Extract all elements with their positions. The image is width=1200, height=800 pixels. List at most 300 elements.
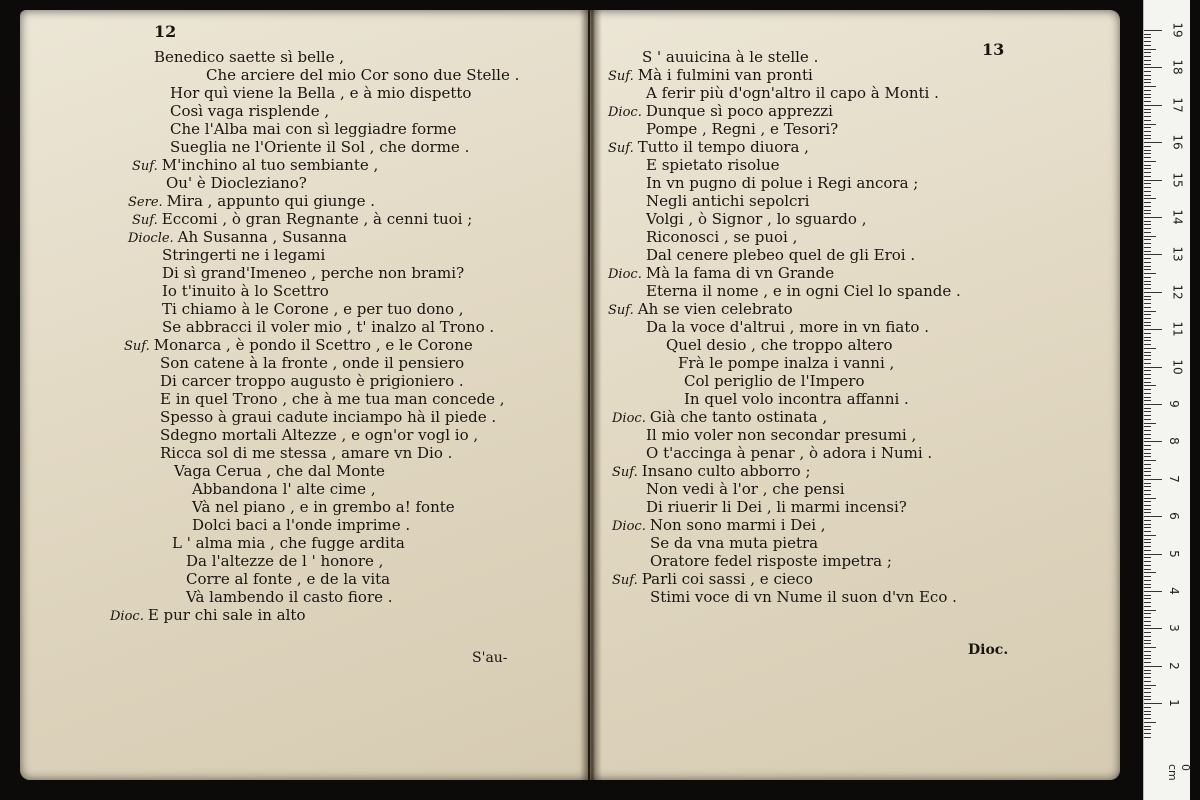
- right-page-line: [608, 300, 793, 320]
- verse-text: L ' alma mia , che fugge ardita: [172, 534, 405, 552]
- left-page-line: [162, 318, 494, 336]
- ruler-tick: [1144, 318, 1151, 319]
- verse-text: Che l'Alba mai con sì leggiadre forme: [170, 120, 457, 138]
- ruler-tick: [1144, 483, 1151, 484]
- left-page-line: [132, 210, 472, 230]
- left-page-line: [172, 534, 405, 552]
- ruler-tick: [1144, 329, 1162, 330]
- verse-text: Volgi , ò Signor , lo sguardo ,: [646, 210, 867, 228]
- speaker-label: Dioc.: [612, 519, 646, 534]
- ruler-number: 12: [1170, 284, 1185, 300]
- verse-text: Eccomi , ò gran Regnante , à cenni tuoi ;: [161, 210, 473, 228]
- verse-text: Da la voce d'altrui , more in vn fiato .: [646, 318, 929, 336]
- ruler-tick: [1144, 187, 1151, 188]
- ruler-tick: [1144, 355, 1151, 356]
- ruler-tick: [1144, 636, 1151, 637]
- ruler-tick: [1144, 75, 1151, 76]
- right-page-line: [646, 84, 939, 102]
- ruler-tick: [1144, 307, 1151, 308]
- ruler-tick: [1144, 101, 1151, 102]
- ruler-tick: [1144, 685, 1156, 686]
- ruler-tick: [1144, 580, 1151, 581]
- left-page-line: [166, 174, 307, 192]
- ruler-tick: [1144, 52, 1151, 53]
- ruler-tick: [1144, 131, 1151, 132]
- ruler-tick: [1144, 239, 1151, 240]
- verse-text: Frà le pompe inalza i vanni ,: [678, 354, 895, 372]
- ruler-tick: [1144, 591, 1162, 592]
- ruler-tick: [1144, 228, 1151, 229]
- ruler-tick: [1144, 195, 1151, 196]
- speaker-label: Dioc.: [110, 609, 144, 624]
- ruler-tick: [1144, 363, 1151, 364]
- ruler-tick: [1144, 359, 1151, 360]
- ruler-number: 3: [1166, 624, 1181, 633]
- speaker-label: Dioc.: [608, 267, 642, 282]
- ruler-tick: [1144, 269, 1151, 270]
- ruler-tick: [1144, 516, 1162, 517]
- ruler-tick: [1144, 284, 1151, 285]
- ruler-tick: [1144, 662, 1151, 663]
- verse-text: Tutto il tempo diuora ,: [637, 138, 809, 156]
- right-page-line: [646, 444, 932, 462]
- verse-text: Mà i fulmini van pronti: [637, 66, 813, 84]
- ruler-tick: [1144, 142, 1162, 143]
- ruler-number: 6: [1166, 512, 1181, 521]
- ruler-tick: [1144, 408, 1151, 409]
- ruler-tick: [1144, 344, 1151, 345]
- ruler-tick: [1144, 602, 1151, 603]
- ruler-tick: [1144, 210, 1151, 211]
- ruler-number: 2: [1166, 661, 1181, 670]
- ruler-tick: [1144, 378, 1151, 379]
- ruler-tick: [1144, 621, 1151, 622]
- ruler-tick: [1144, 479, 1162, 480]
- right-page-line: [684, 372, 865, 390]
- left-page-line: [160, 426, 478, 444]
- verse-text: Dal cenere plebeo quel de gli Eroi .: [646, 246, 916, 264]
- ruler-tick: [1144, 135, 1151, 136]
- ruler-tick: [1144, 572, 1156, 573]
- verse-text: Ou' è Diocleziano?: [166, 174, 307, 192]
- speaker-label: Suf.: [608, 141, 634, 156]
- ruler-tick: [1144, 49, 1156, 50]
- ruler-tick: [1144, 120, 1151, 121]
- ruler-tick: [1144, 729, 1151, 730]
- left-page-line: [162, 246, 325, 264]
- ruler-tick: [1144, 539, 1151, 540]
- page-number-left: 12: [154, 22, 177, 41]
- verse-text: Ah Susanna , Susanna: [177, 228, 347, 246]
- verse-text: Di sì grand'Imeneo , perche non brami?: [162, 264, 465, 282]
- left-page-line: [192, 516, 410, 534]
- ruler-tick: [1144, 542, 1151, 543]
- ruler-tick: [1144, 456, 1151, 457]
- ruler-tick: [1144, 453, 1151, 454]
- ruler-tick: [1144, 150, 1151, 151]
- ruler-tick: [1144, 688, 1151, 689]
- ruler-tick: [1144, 696, 1151, 697]
- ruler-tick: [1144, 438, 1151, 439]
- ruler-tick: [1144, 266, 1151, 267]
- ruler-number: 10: [1170, 358, 1185, 375]
- verse-text: Da l'altezze de l ' honore ,: [186, 552, 384, 570]
- verse-text: Spesso à graui cadute inciampo hà il piede .: [160, 408, 497, 426]
- right-page-line: [646, 174, 918, 192]
- ruler-tick: [1144, 475, 1151, 476]
- ruler-tick: [1144, 168, 1151, 169]
- ruler-tick: [1144, 254, 1162, 255]
- right-page-line: [608, 264, 834, 284]
- verse-text: Parli coi sassi , e cieco: [641, 570, 813, 588]
- right-page: [590, 10, 1120, 780]
- ruler-tick: [1144, 464, 1151, 465]
- verse-text: M'inchino al tuo sembiante ,: [161, 156, 379, 174]
- ruler-tick: [1144, 666, 1162, 667]
- ruler-tick: [1144, 45, 1151, 46]
- verse-text: Và lambendo il casto fiore .: [186, 588, 393, 606]
- ruler-tick: [1144, 505, 1151, 506]
- ruler-tick: [1144, 411, 1151, 412]
- left-page-line: [160, 390, 505, 408]
- left-page-line: [170, 102, 329, 120]
- ruler-tick: [1144, 292, 1162, 293]
- verse-text: O t'accinga à penar , ò adora i Numi .: [646, 444, 933, 462]
- ruler-tick: [1144, 30, 1162, 31]
- ruler-tick: [1144, 176, 1151, 177]
- right-page-line: [608, 66, 813, 86]
- ruler-tick: [1144, 352, 1151, 353]
- ruler-tick: [1144, 202, 1151, 203]
- verse-text: Riconosci , se puoi ,: [646, 228, 798, 246]
- right-page-line: [678, 354, 894, 372]
- left-page-line: [160, 408, 496, 426]
- ruler-tick: [1144, 632, 1151, 633]
- verse-text: Se abbracci il voler mio , t' inalzo al Trono .: [162, 318, 495, 336]
- book-gutter: [580, 10, 602, 780]
- ruler-tick: [1144, 288, 1151, 289]
- verse-text: Stringerti ne i legami: [162, 246, 326, 264]
- verse-text: Sueglia ne l'Oriente il Sol , che dorme .: [170, 138, 470, 156]
- ruler-tick: [1144, 116, 1151, 117]
- ruler-tick: [1144, 471, 1151, 472]
- ruler-tick: [1144, 460, 1156, 461]
- ruler-number: 18: [1170, 59, 1185, 76]
- ruler-tick: [1144, 273, 1156, 274]
- verse-text: Mà la fama di vn Grande: [645, 264, 835, 282]
- ruler-tick: [1144, 79, 1151, 80]
- ruler-tick: [1144, 718, 1151, 719]
- ruler-tick: [1144, 554, 1162, 555]
- ruler-tick: [1144, 172, 1151, 173]
- ruler-tick: [1144, 647, 1156, 648]
- ruler-unit-label: 0 cm: [1166, 764, 1192, 781]
- ruler-tick: [1144, 400, 1151, 401]
- ruler-tick: [1144, 613, 1151, 614]
- ruler-tick: [1144, 109, 1151, 110]
- ruler-tick: [1144, 643, 1151, 644]
- ruler-tick: [1144, 374, 1151, 375]
- verse-text: Non vedi à l'or , che pensi: [646, 480, 845, 498]
- ruler-tick: [1144, 445, 1151, 446]
- verse-text: Col periglio de l'Impero: [684, 372, 865, 390]
- speaker-label: Suf.: [608, 69, 634, 84]
- right-page-line: [612, 408, 827, 428]
- ruler-tick: [1144, 105, 1162, 106]
- verse-text: Negli antichi sepolcri: [646, 192, 810, 210]
- ruler-tick: [1144, 112, 1151, 113]
- verse-text: Quel desio , che troppo altero: [666, 336, 893, 354]
- ruler-number: 7: [1166, 474, 1181, 483]
- ruler-number: 11: [1170, 321, 1185, 337]
- left-page-line: [170, 138, 469, 156]
- ruler-tick: [1144, 628, 1162, 629]
- ruler-tick: [1144, 557, 1151, 558]
- ruler-tick: [1144, 262, 1151, 263]
- verse-text: Sdegno mortali Altezze , e ogn'or vogl io ,: [160, 426, 479, 444]
- ruler-tick: [1144, 565, 1151, 566]
- left-page-line: [170, 120, 456, 138]
- left-page-line: [160, 444, 452, 462]
- ruler-tick: [1144, 625, 1151, 626]
- left-page-line: [206, 66, 519, 84]
- right-page-line: [646, 192, 809, 210]
- ruler-tick: [1144, 441, 1162, 442]
- ruler-tick: [1144, 37, 1151, 38]
- verse-text: Così vaga risplende ,: [170, 102, 330, 120]
- ruler-tick: [1144, 606, 1151, 607]
- ruler-tick: [1144, 722, 1156, 723]
- ruler-tick: [1144, 699, 1151, 700]
- ruler-tick: [1144, 367, 1162, 368]
- ruler-tick: [1144, 673, 1151, 674]
- ruler-tick: [1144, 681, 1151, 682]
- ruler-tick: [1144, 419, 1151, 420]
- right-page-line: [646, 156, 780, 174]
- ruler-tick: [1144, 34, 1151, 35]
- right-page-line: [646, 318, 929, 336]
- ruler-tick: [1144, 711, 1151, 712]
- verse-text: Se da vna muta pietra: [650, 534, 819, 552]
- ruler-tick: [1144, 258, 1151, 259]
- ruler-tick: [1144, 598, 1151, 599]
- left-page-line: [186, 570, 390, 588]
- verse-text: A ferir più d'ogn'altro il capo à Monti .: [646, 84, 939, 102]
- verse-text: Il mio voler non secondar presumi ,: [646, 426, 917, 444]
- left-page-line: [192, 480, 376, 498]
- verse-text: Che arciere del mio Cor sono due Stelle .: [206, 66, 520, 84]
- ruler-tick: [1144, 397, 1151, 398]
- ruler-tick: [1144, 382, 1151, 383]
- ruler-tick: [1144, 733, 1151, 734]
- ruler-tick: [1144, 737, 1151, 738]
- ruler-tick: [1144, 569, 1151, 570]
- ruler-tick: [1144, 449, 1151, 450]
- ruler-tick: [1144, 531, 1151, 532]
- ruler-tick: [1144, 221, 1151, 222]
- verse-text: Ah se vien celebrato: [637, 300, 793, 318]
- ruler-tick: [1144, 161, 1156, 162]
- ruler-tick: [1144, 213, 1151, 214]
- ruler-number: 17: [1170, 97, 1185, 113]
- ruler-tick: [1144, 86, 1156, 87]
- ruler-tick: [1144, 236, 1156, 237]
- verse-text: Stimi voce di vn Nume il suon d'vn Eco .: [650, 588, 957, 606]
- right-page-line: [646, 120, 838, 138]
- left-page-line: [128, 192, 375, 212]
- ruler-tick: [1144, 41, 1151, 42]
- verse-text: Và nel piano , e in grembo a! fonte: [192, 498, 455, 516]
- ruler-tick: [1144, 94, 1151, 95]
- verse-text: E in quel Trono , che à me tua man concede ,: [160, 390, 505, 408]
- ruler-tick: [1144, 415, 1151, 416]
- ruler-tick: [1144, 247, 1151, 248]
- right-page-line: [646, 426, 916, 444]
- ruler-tick: [1144, 692, 1151, 693]
- ruler-tick: [1144, 337, 1151, 338]
- verse-text: Son catene à la fronte , onde il pensiero: [160, 354, 465, 372]
- ruler-tick: [1144, 243, 1151, 244]
- verse-text: Vaga Cerua , che dal Monte: [174, 462, 385, 480]
- verse-text: Ti chiamo à le Corone , e per tuo dono ,: [162, 300, 464, 318]
- ruler-tick: [1144, 322, 1151, 323]
- left-page-line: [170, 84, 471, 102]
- ruler-tick: [1144, 426, 1151, 427]
- ruler-number: 15: [1170, 171, 1185, 188]
- ruler-tick: [1144, 640, 1151, 641]
- ruler-number: 8: [1166, 437, 1181, 446]
- verse-text: Dunque sì poco apprezzi: [645, 102, 833, 120]
- ruler-tick: [1144, 299, 1151, 300]
- ruler-tick: [1144, 434, 1151, 435]
- left-page-line: [154, 48, 344, 66]
- ruler-tick: [1144, 311, 1156, 312]
- verse-text: Benedico saette sì belle ,: [154, 48, 345, 66]
- ruler-tick: [1144, 561, 1151, 562]
- verse-text: Mira , appunto qui giunge .: [166, 192, 376, 210]
- left-page: [20, 10, 588, 780]
- right-page-line: [650, 534, 818, 552]
- verse-text: Non sono marmi i Dei ,: [649, 516, 826, 534]
- ruler-tick: [1144, 385, 1156, 386]
- right-page-line: [612, 570, 813, 590]
- measuring-ruler: [1143, 0, 1190, 800]
- right-page-line: [642, 48, 818, 66]
- speaker-label: Diocle.: [128, 231, 174, 246]
- ruler-tick: [1144, 677, 1151, 678]
- left-page-line: [124, 336, 473, 356]
- right-page-line: [612, 516, 826, 536]
- ruler-number: 14: [1170, 209, 1185, 225]
- ruler-tick: [1144, 468, 1151, 469]
- ruler-tick: [1144, 296, 1151, 297]
- verse-text: E pur chi sale in alto: [147, 606, 306, 624]
- ruler-tick: [1144, 370, 1151, 371]
- ruler-tick: [1144, 217, 1162, 218]
- ruler-tick: [1144, 393, 1151, 394]
- ruler-tick: [1144, 82, 1151, 83]
- ruler-tick: [1144, 232, 1151, 233]
- ruler-tick: [1144, 494, 1151, 495]
- right-page-line: [666, 336, 893, 354]
- verse-text: Eterna il nome , e in ogni Ciel lo spande .: [646, 282, 961, 300]
- ruler-tick: [1144, 153, 1151, 154]
- ruler-tick: [1144, 97, 1151, 98]
- ruler-tick: [1144, 576, 1151, 577]
- left-page-line: [128, 228, 347, 248]
- ruler-tick: [1144, 430, 1151, 431]
- speaker-label: Suf.: [612, 573, 638, 588]
- ruler-tick: [1144, 524, 1151, 525]
- ruler-tick: [1144, 512, 1151, 513]
- right-page-line: [646, 282, 961, 300]
- ruler-tick: [1144, 714, 1151, 715]
- verse-text: In vn pugno di polue i Regi ancora ;: [646, 174, 919, 192]
- left-page-line: [186, 552, 383, 570]
- open-book: [20, 10, 1120, 780]
- verse-text: Già che tanto ostinata ,: [649, 408, 828, 426]
- ruler-number: 9: [1166, 400, 1181, 408]
- ruler-tick: [1144, 303, 1151, 304]
- page-number-right: 13: [982, 40, 1005, 59]
- ruler-tick: [1144, 595, 1151, 596]
- speaker-label: Suf.: [612, 465, 638, 480]
- speaker-label: Suf.: [132, 213, 158, 228]
- speaker-label: Suf.: [132, 159, 158, 174]
- catchword-left: S'au-: [472, 650, 508, 666]
- ruler-number: 1: [1166, 699, 1181, 708]
- ruler-tick: [1144, 703, 1162, 704]
- ruler-tick: [1144, 404, 1162, 405]
- ruler-tick: [1144, 658, 1151, 659]
- left-page-line: [162, 264, 464, 282]
- ruler-tick: [1144, 146, 1151, 147]
- left-page-line: [160, 354, 464, 372]
- ruler-tick: [1144, 60, 1151, 61]
- right-page-line: [650, 588, 957, 606]
- ruler-number: 19: [1170, 22, 1185, 38]
- verse-text: S ' auuicina à le stelle .: [642, 48, 819, 66]
- ruler-tick: [1144, 56, 1151, 57]
- ruler-tick: [1144, 509, 1151, 510]
- verse-text: Di carcer troppo augusto è prigioniero .: [160, 372, 464, 390]
- ruler-tick: [1144, 527, 1151, 528]
- speaker-label: Sere.: [128, 195, 163, 210]
- ruler-tick: [1144, 423, 1156, 424]
- ruler-tick: [1144, 670, 1151, 671]
- ruler-tick: [1144, 71, 1151, 72]
- ruler-tick: [1144, 610, 1156, 611]
- ruler-tick: [1144, 277, 1151, 278]
- right-page-line: [650, 552, 892, 570]
- ruler-tick: [1144, 127, 1151, 128]
- right-page-line: [646, 246, 915, 264]
- ruler-tick: [1144, 157, 1151, 158]
- verse-text: Oratore fedel risposte impetra ;: [650, 552, 892, 570]
- speaker-label: Suf.: [608, 303, 634, 318]
- ruler-tick: [1144, 224, 1151, 225]
- ruler-tick: [1144, 325, 1151, 326]
- ruler-tick: [1144, 726, 1151, 727]
- ruler-tick: [1144, 617, 1151, 618]
- verse-text: In quel volo incontra affanni .: [684, 390, 909, 408]
- left-page-line: [132, 156, 378, 176]
- ruler-number: 4: [1166, 587, 1181, 595]
- ruler-tick: [1144, 206, 1151, 207]
- ruler-tick: [1144, 655, 1151, 656]
- ruler-tick: [1144, 67, 1162, 68]
- left-page-line: [160, 372, 464, 390]
